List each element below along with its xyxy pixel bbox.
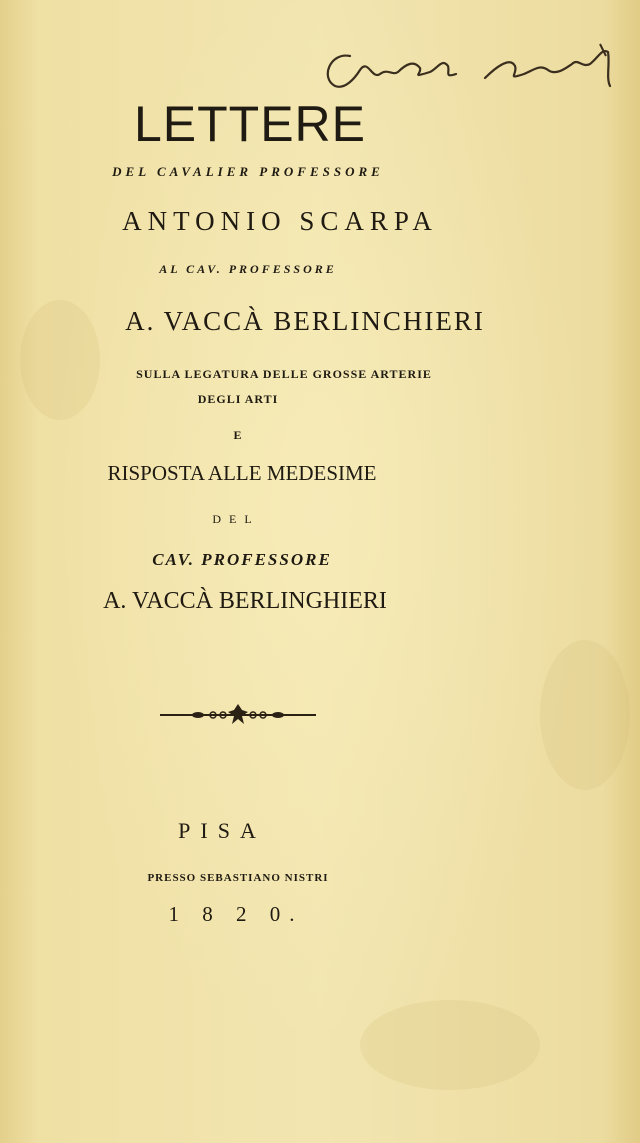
recipient-name: A. VACCÀ BERLINCHIERI [125,306,485,336]
del-line: DEL [212,512,260,526]
handwritten-signature-icon [310,38,630,98]
printer-name: PRESSO SEBASTIANO NISTRI [147,872,329,884]
responder-name: A. VACCÀ BERLINGHIERI [103,588,387,614]
place-of-publication: PISA [178,818,266,843]
author-name: ANTONIO SCARPA [122,206,438,236]
printer-ornament-icon [158,700,318,730]
subtitle-responder-rank: CAV. PROFESSORE [152,550,332,569]
subtitle-recipient-rank: AL CAV. PROFESSORE [159,262,337,276]
topic-line-2: DEGLI ARTI [197,392,279,406]
publication-year: 1 8 2 0. [168,902,304,926]
subtitle-author-rank: DEL CAVALIER PROFESSORE [112,164,384,179]
paper-stain [360,1000,540,1090]
conjunction: E [233,428,243,442]
response-title: RISPOSTA ALLE MEDESIME [107,461,377,485]
page-title: LETTERE [133,96,367,152]
paper-stain [540,640,630,790]
topic-line-1: SULLA LEGATURA DELLE GROSSE ARTERIE [136,367,432,381]
